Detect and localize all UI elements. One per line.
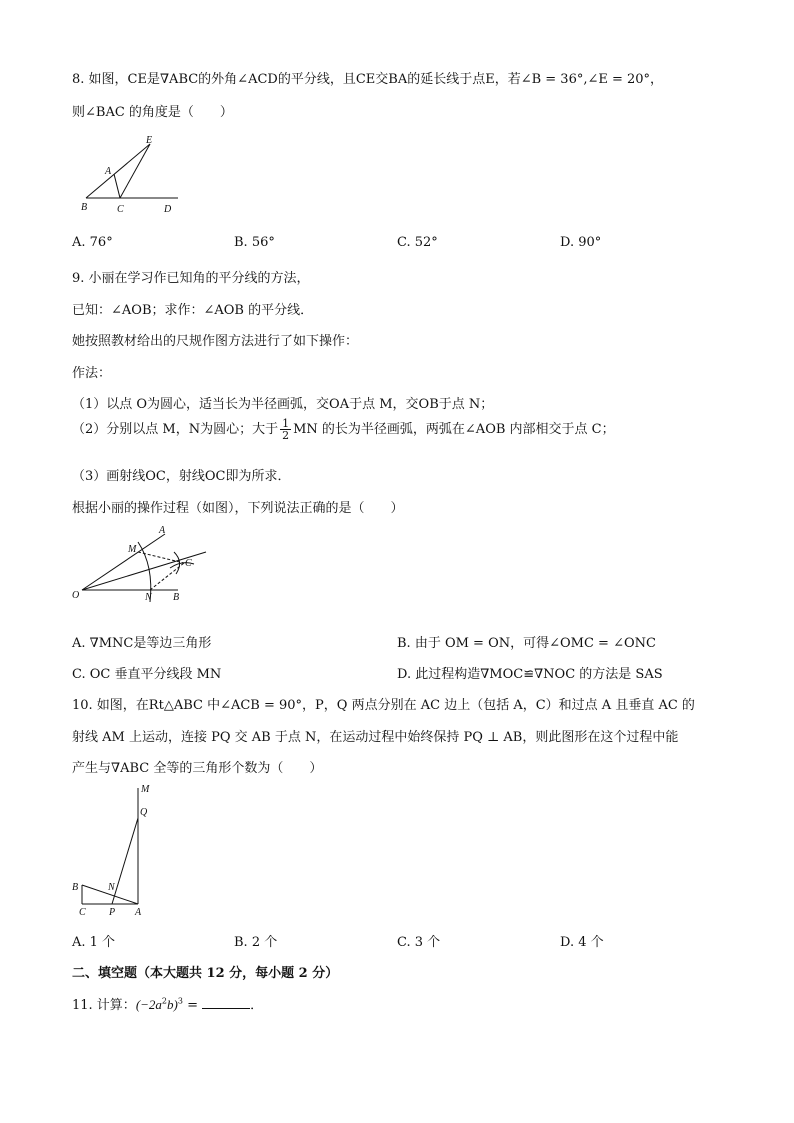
q11-expr-b: b) <box>167 997 178 1012</box>
q10-label-c: C <box>79 907 86 918</box>
q11-suffix: ． <box>250 998 264 1013</box>
q11-expr-open: (−2a <box>135 997 162 1012</box>
q9-fraction-numerator: 1 <box>282 417 290 430</box>
q11-exp-a: 2 <box>161 996 168 1006</box>
q10-line2: 射线 AM 上运动，连接 PQ 交 AB 于点 N，在运动过程中始终保持 PQ ⊥ AB，则此图形在这个过程中能 <box>72 730 679 745</box>
q10-figure <box>68 782 158 918</box>
q10-option-a: A. 1 个 <box>72 935 116 950</box>
q10-label-q: Q <box>140 807 148 818</box>
q9-label-b: B <box>173 592 180 603</box>
q9-line2: 已知：∠AOB；求作：∠AOB 的平分线． <box>72 303 314 318</box>
q10-option-d: D. 4 个 <box>560 935 604 950</box>
q9-label-c: C <box>185 558 192 569</box>
q8-stem-line2: 则∠BAC 的角度是（ ） <box>72 105 233 120</box>
q8-option-a: A. 76° <box>72 235 113 250</box>
section2-heading: 二、填空题（本大题共 12 分，每小题 2 分） <box>72 966 339 981</box>
q10-line1: 10. 如图，在Rt△ABC 中∠ACB = 90°，P，Q 两点分别在 AC 边上（包括 A，C）和过点 A 且垂直 AC 的 <box>72 698 695 713</box>
q9-step2-part1: （2）分别以点 M，N为圆心；大于 <box>72 422 279 437</box>
q8-figure <box>78 132 182 218</box>
q8-label-d: D <box>164 204 172 215</box>
q10-line3: 产生与∇ABC 全等的三角形个数为（ ） <box>72 761 323 776</box>
q10-label-a: A <box>135 907 142 918</box>
q11-answer-blank[interactable] <box>202 996 250 1009</box>
q8-option-d: D. 90° <box>560 235 602 250</box>
q10-label-m: M <box>141 784 150 795</box>
q10-option-b: B. 2 个 <box>234 935 278 950</box>
q10-label-b: B <box>72 882 79 893</box>
q9-step2 <box>72 418 615 441</box>
q8-option-b: B. 56° <box>234 235 275 250</box>
q9-fraction-denominator: 2 <box>282 429 290 442</box>
q10-label-n: N <box>108 882 115 893</box>
q9-label-a: A <box>159 525 166 536</box>
q9-figure <box>70 522 220 604</box>
q9-fraction <box>280 418 291 441</box>
q11-equals: = <box>182 998 203 1013</box>
q8-label-c: C <box>117 204 124 215</box>
q9-line1: 9. 小丽在学习作已知角的平分线的方法， <box>72 271 310 286</box>
q8-label-b: B <box>81 202 88 213</box>
q9-step1: （1）以点 O为圆心，适当长为半径画弧，交OA于点 M，交OB于点 N； <box>72 397 494 412</box>
q11-exp-outer: 3 <box>177 996 183 1006</box>
q9-option-a: A. ∇MNC是等边三角形 <box>72 636 212 651</box>
q9-question: 根据小丽的操作过程（如图），下列说法正确的是（ ） <box>72 501 404 516</box>
q9-step3: （3）画射线OC，射线OC即为所求． <box>72 469 291 484</box>
q8-label-e: E <box>146 135 153 146</box>
q11-prefix: 11. 计算： <box>72 998 136 1013</box>
q10-option-c: C. 3 个 <box>397 935 441 950</box>
q9-option-d: D. 此过程构造∇MOC≌∇NOC 的方法是 SAS <box>397 667 663 682</box>
q9-label-m: M <box>128 544 137 555</box>
q9-label-n: N <box>145 592 152 603</box>
q9-line3: 她按照教材给出的尺规作图方法进行了如下操作： <box>72 334 359 349</box>
q8-stem-line1: 8. 如图，CE是∇ABC的外角∠ACD的平分线，且CE交BA的延长线于点E，若∠B = 36°,∠E = 20°， <box>72 72 664 87</box>
q9-option-b: B. 由于 OM = ON，可得∠OMC = ∠ONC <box>397 636 656 651</box>
q9-label-o: O <box>72 590 80 601</box>
q9-step2-part2: MN 的长为半径画弧，两弧在∠AOB 内部相交于点 C； <box>293 422 615 437</box>
q10-label-p: P <box>109 907 116 918</box>
q8-option-c: C. 52° <box>397 235 438 250</box>
q11-line <box>72 994 263 1013</box>
q8-label-a: A <box>105 166 112 177</box>
q9-option-c: C. OC 垂直平分线段 MN <box>72 667 222 682</box>
q9-line4: 作法： <box>72 366 112 381</box>
